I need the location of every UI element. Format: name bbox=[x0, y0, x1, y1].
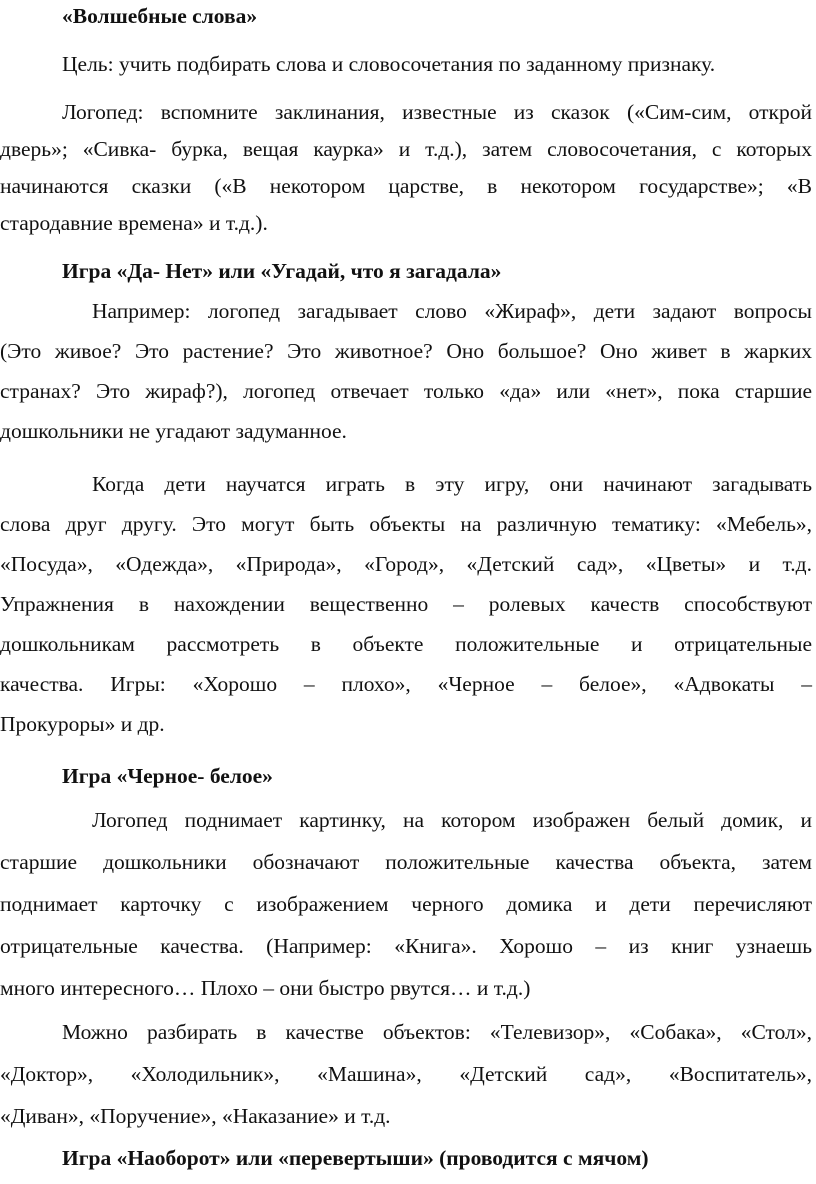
paragraph-line: Прокуроры» и др. bbox=[0, 712, 165, 736]
paragraph-line: Логопед поднимает картинку, на котором изображен белый домик, и bbox=[92, 808, 812, 832]
heading-yes-no-game: Игра «Да- Нет» или «Угадай, что я загадала» bbox=[62, 259, 502, 283]
paragraph-line: «Доктор», «Холодильник», «Машина», «Детский сад», «Воспитатель», bbox=[0, 1062, 812, 1086]
paragraph-line: отрицательные качества. (Например: «Книга». Хорошо – из книг узнаешь bbox=[0, 934, 812, 958]
paragraph-line: дошкольникам рассмотреть в объекте положительные и отрицательные bbox=[0, 632, 812, 656]
paragraph-line: Например: логопед загадывает слово «Жираф», дети задают вопросы bbox=[92, 299, 812, 323]
paragraph-line: (Это живое? Это растение? Это животное? Оно большое? Оно живет в жарких bbox=[0, 339, 812, 363]
paragraph-line: много интересного… Плохо – они быстро рвутся… и т.д.) bbox=[0, 976, 531, 1000]
heading-opposites-game: Игра «Наоборот» или «перевертыши» (проводится с мячом) bbox=[62, 1146, 649, 1170]
paragraph-line: Логопед: вспомните заклинания, известные из сказок («Сим-сим, открой bbox=[62, 100, 812, 124]
paragraph-line: слова друг другу. Это могут быть объекты на различную тематику: «Мебель», bbox=[0, 512, 812, 536]
paragraph-goal: Цель: учить подбирать слова и словосочетания по заданному признаку. bbox=[62, 52, 716, 76]
paragraph-line: Можно разбирать в качестве объектов: «Телевизор», «Собака», «Стол», bbox=[62, 1020, 812, 1044]
paragraph-line: дверь»; «Сивка- бурка, вещая каурка» и т.д.), затем словосочетания, с которых bbox=[0, 137, 812, 161]
paragraph-line: дошкольники не угадают задуманное. bbox=[0, 419, 347, 443]
paragraph-line: странах? Это жираф?), логопед отвечает только «да» или «нет», пока старшие bbox=[0, 379, 812, 403]
paragraph-line: стародавние времена» и т.д.). bbox=[0, 211, 268, 235]
paragraph-line: поднимает карточку с изображением черного домика и дети перечисляют bbox=[0, 892, 812, 916]
paragraph-line: «Диван», «Поручение», «Наказание» и т.д. bbox=[0, 1104, 391, 1128]
paragraph-line: старшие дошкольники обозначают положительные качества объекта, затем bbox=[0, 850, 812, 874]
paragraph-line: «Посуда», «Одежда», «Природа», «Город», «Детский сад», «Цветы» и т.д. bbox=[0, 552, 812, 576]
paragraph-line: начинаются сказки («В некотором царстве, в некотором государстве»; «В bbox=[0, 174, 812, 198]
heading-black-white-game: Игра «Черное- белое» bbox=[62, 764, 273, 788]
heading-magic-words: «Волшебные слова» bbox=[62, 4, 258, 28]
paragraph-line: Упражнения в нахождении вещественно – ролевых качеств способствуют bbox=[0, 592, 812, 616]
paragraph-line: качества. Игры: «Хорошо – плохо», «Черное – белое», «Адвокаты – bbox=[0, 672, 812, 696]
paragraph-line: Когда дети научатся играть в эту игру, они начинают загадывать bbox=[92, 472, 812, 496]
